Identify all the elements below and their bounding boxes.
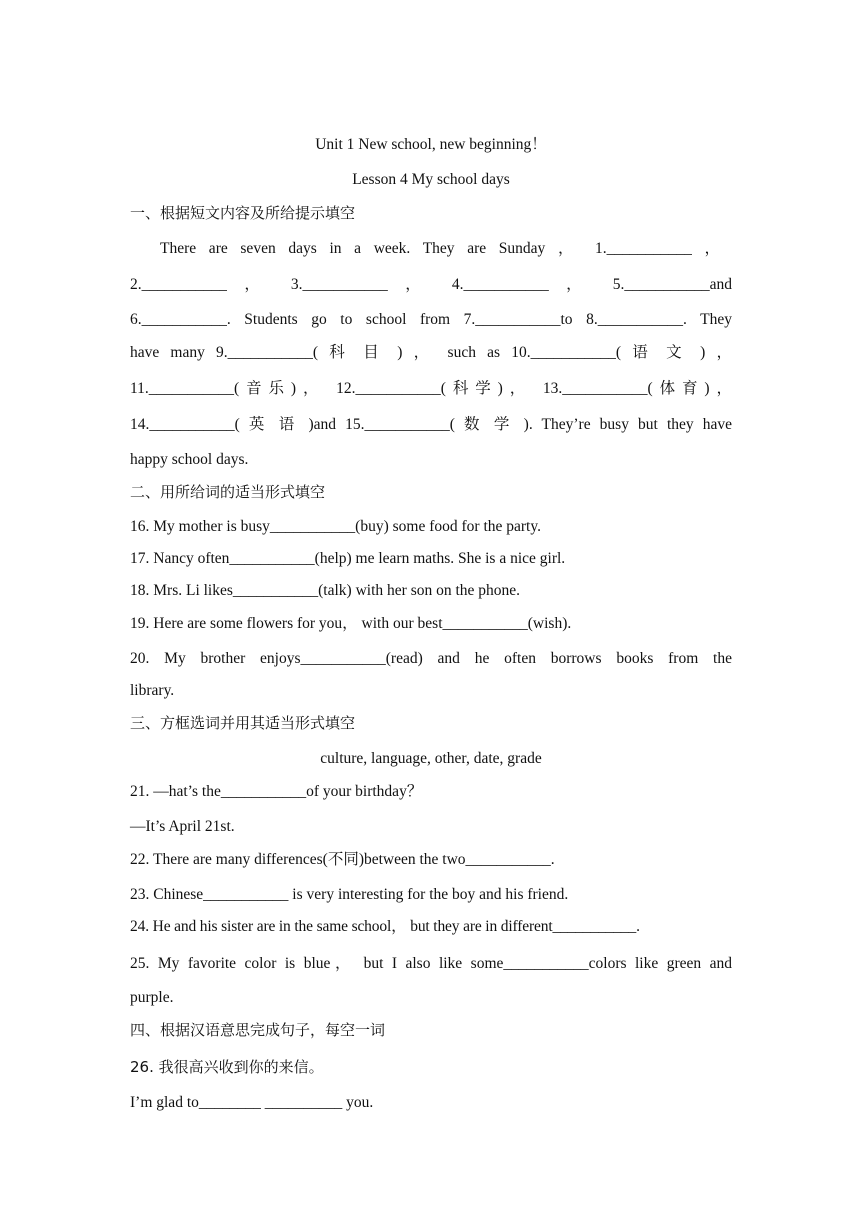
section4-heading: 四、根据汉语意思完成句子，每空一词 bbox=[130, 1021, 386, 1039]
question-item: 24. He and his sister are in the same school， but they are in different___________. bbox=[130, 918, 640, 935]
passage-line: 2.___________ ， 3.___________ ， 4.___________ ， 5.___________and bbox=[130, 276, 732, 293]
unit-title: Unit 1 New school, new beginning！ bbox=[315, 136, 547, 153]
passage-line: There are seven days in a week. They are Sunday ， 1.___________ ， bbox=[160, 240, 720, 257]
passage-line: 11.___________(音乐)， 12.___________(科学)， 13.___________(体育)， bbox=[130, 380, 732, 397]
question-item: 20. My brother enjoys___________(read) and he often borrows books from the bbox=[130, 650, 732, 667]
section3-heading: 三、方框选词并用其适当形式填空 bbox=[130, 714, 356, 732]
section2-heading: 二、用所给词的适当形式填空 bbox=[130, 483, 326, 501]
question-item: 18. Mrs. Li likes___________(talk) with her son on the phone. bbox=[130, 582, 521, 599]
passage-line: 6.___________. Students go to school from 7.___________to 8.___________. They bbox=[130, 311, 732, 328]
section1-heading: 一、根据短文内容及所给提示填空 bbox=[130, 204, 356, 222]
word-box: culture, language, other, date, grade bbox=[320, 750, 542, 767]
question-item: 21. —hat’s the___________of your birthday？ bbox=[130, 783, 423, 800]
question-item: —It’s April 21st. bbox=[130, 818, 235, 835]
passage-line: happy school days. bbox=[130, 451, 249, 468]
question-item: 26. 我很高兴收到你的来信。 bbox=[130, 1058, 324, 1076]
question-item: 19. Here are some flowers for you， with our best___________(wish). bbox=[130, 615, 572, 632]
question-item: 25. My favorite color is blue， but I also like some___________colors like green and bbox=[130, 955, 732, 972]
lesson-title: Lesson 4 My school days bbox=[352, 171, 510, 188]
question-item: library. bbox=[130, 682, 175, 699]
question-item: 23. Chinese___________ is very interesting for the boy and his friend. bbox=[130, 886, 569, 903]
question-item: purple. bbox=[130, 989, 174, 1006]
question-item: 16. My mother is busy___________(buy) some food for the party. bbox=[130, 518, 541, 535]
question-item: I’m glad to________ __________ you. bbox=[130, 1094, 374, 1111]
passage-line: 14.___________( 英 语 )and 15.___________( 数 学 ). They’re busy but they have bbox=[130, 416, 732, 433]
passage-line: have many 9.___________( 科 目 ) ， such as 10.___________( 语 文 ) ， bbox=[130, 344, 732, 361]
question-item: 17. Nancy often___________(help) me learn maths. She is a nice girl. bbox=[130, 550, 566, 567]
question-item: 22. There are many differences(不同)between the two___________. bbox=[130, 851, 555, 868]
